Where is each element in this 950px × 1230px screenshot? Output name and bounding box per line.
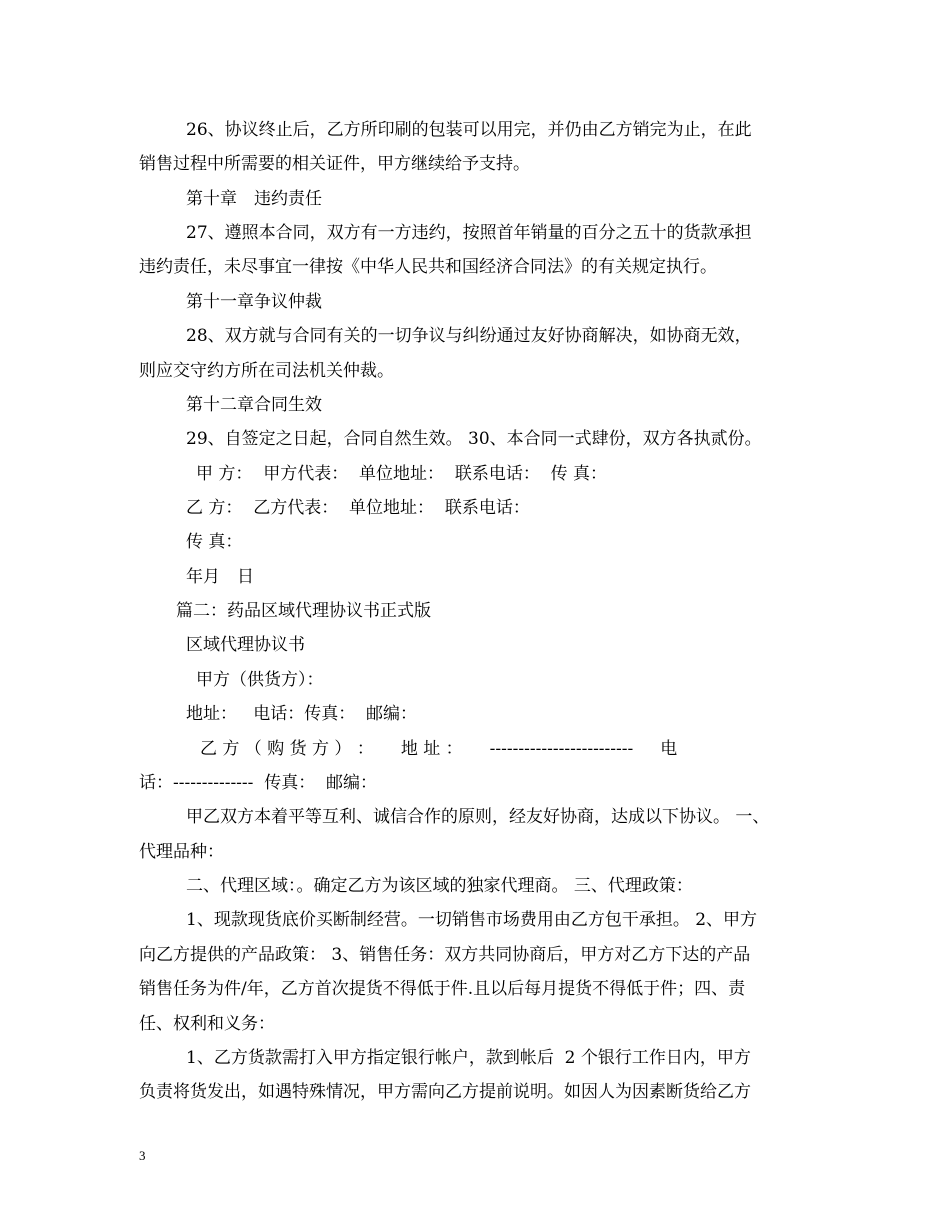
text-line: 1、乙方货款需打入甲方指定银行帐户，款到帐后 2 个银行工作日内，甲方 bbox=[186, 1048, 751, 1068]
text-line: 任、权利和义务： bbox=[139, 1014, 275, 1034]
text-line: 则应交守约方所在司法机关仲裁。 bbox=[139, 361, 394, 381]
page-number: 3 bbox=[139, 1148, 146, 1163]
text-line: 话：-------------- 传真： 邮编： bbox=[139, 773, 378, 793]
signature-line: 甲 方： 甲方代表： 单位地址： 联系电话： 传 真： bbox=[196, 464, 608, 484]
text-line: 甲方（供货方）： bbox=[196, 670, 324, 690]
text-line: 向乙方提供的产品政策： 3、销售任务：双方共同协商后，甲方对乙方下达的产品 bbox=[139, 945, 751, 965]
text-line: 28、双方就与合同有关的一切争议与纠纷通过友好协商解决，如协商无效， bbox=[186, 326, 752, 346]
text-line: 甲乙双方本着平等互利、诚信合作的原则，经友好协商，达成以下协议。 一、 bbox=[186, 807, 770, 827]
section-heading: 篇二：药品区域代理协议书正式版 bbox=[176, 601, 431, 621]
chapter-heading: 第十一章争议仲裁 bbox=[186, 292, 322, 312]
text-line: 27、遵照本合同，双方有一方违约，按照首年销量的百分之五十的货款承担 bbox=[186, 223, 752, 243]
text-line: 违约责任，未尽事宜一律按《中华人民共和国经济合同法》的有关规定执行。 bbox=[139, 257, 717, 277]
text-line: 1、现款现货底价买断制经营。一切销售市场费用由乙方包干承担。 2、甲方 bbox=[186, 910, 758, 930]
text-line: 26、协议终止后，乙方所印刷的包装可以用完，并仍由乙方销完为止，在此 bbox=[186, 120, 752, 140]
text-line: 乙 方 （ 购 货 方 ） ： 地 址 ： ------------------------- 电 bbox=[200, 739, 678, 759]
chapter-heading: 第十二章合同生效 bbox=[186, 395, 322, 415]
text-line: 地址： 电话：传真： 邮编： bbox=[186, 704, 418, 724]
text-line: 销售过程中所需要的相关证件，甲方继续给予支持。 bbox=[139, 154, 530, 174]
signature-line: 传 真： bbox=[186, 532, 243, 552]
section-heading: 区域代理协议书 bbox=[186, 635, 305, 655]
text-line: 二、代理区域：。确定乙方为该区域的独家代理商。 三、代理政策： bbox=[186, 876, 693, 896]
signature-line: 乙 方： 乙方代表： 单位地址： 联系电话： bbox=[186, 498, 530, 518]
text-line: 代理品种： bbox=[139, 842, 224, 862]
text-line: 销售任务为件/年，乙方首次提货不得低于件.且以后每月提货不得低于件；四、责 bbox=[139, 979, 746, 999]
chapter-heading: 第十章 违约责任 bbox=[186, 189, 322, 209]
text-line: 29、自签定之日起，合同自然生效。 30、本合同一式肆份，双方各执贰份。 bbox=[186, 429, 762, 449]
date-line: 年月 日 bbox=[186, 567, 254, 587]
text-line: 负责将货发出，如遇特殊情况，甲方需向乙方提前说明。如因人为因素断货给乙方 bbox=[139, 1082, 751, 1102]
